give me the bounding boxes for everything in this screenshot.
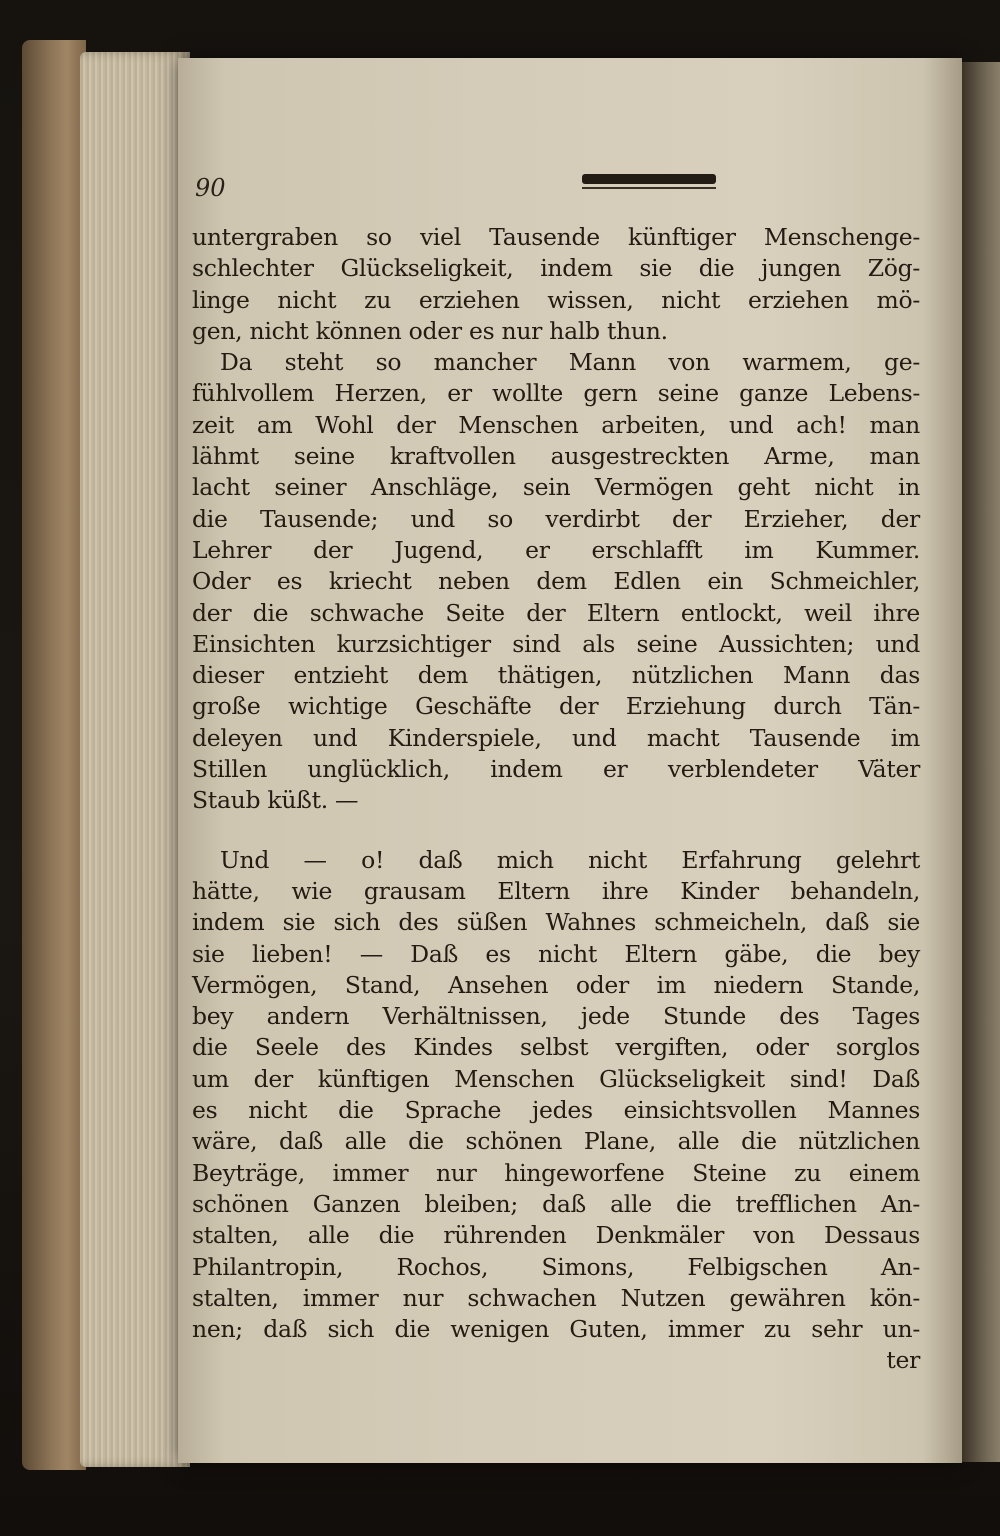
text-line: hätte, wie grausam Eltern ihre Kinder behandeln, bbox=[192, 876, 920, 905]
text-line: große wichtige Geschäfte der Erziehung durch Tän- bbox=[192, 692, 920, 721]
text-line: linge nicht zu erziehen wissen, nicht erziehen mö- bbox=[192, 285, 920, 314]
text-line: Lehrer der Jugend, er erschlafft im Kummer. bbox=[192, 535, 920, 564]
text-line: gen, nicht können oder es nur halb thun. bbox=[192, 316, 668, 345]
paragraph-1 bbox=[192, 222, 920, 347]
text-line: wäre, daß alle die schönen Plane, alle die nützlichen bbox=[192, 1127, 920, 1156]
text-line: fühlvollem Herzen, er wollte gern seine ganze Lebens- bbox=[192, 379, 920, 408]
text-line: die Seele des Kindes selbst vergiften, oder sorglos bbox=[192, 1033, 920, 1062]
facing-page-edge bbox=[962, 62, 1000, 1462]
text-line: die Tausende; und so verdirbt der Erzieher, der bbox=[192, 504, 920, 533]
text-line: lacht seiner Anschläge, sein Vermögen geht nicht in bbox=[192, 473, 920, 502]
paragraph-3 bbox=[192, 845, 920, 1346]
text-line: Vermögen, Stand, Ansehen oder im niedern Stande, bbox=[192, 970, 920, 999]
text-line: Philantropin, Rochos, Simons, Felbigschen An- bbox=[192, 1252, 920, 1281]
header-ornament bbox=[582, 174, 716, 184]
paragraph-2 bbox=[192, 347, 920, 816]
catchword: ter bbox=[886, 1346, 920, 1375]
text-line: es nicht die Sprache jedes einsichtsvollen Mannes bbox=[192, 1096, 920, 1125]
text-line: indem sie sich des süßen Wahnes schmeicheln, daß sie bbox=[192, 908, 920, 937]
text-line: sie lieben! — Daß es nicht Eltern gäbe, die bey bbox=[192, 939, 920, 968]
text-line: untergraben so viel Tausende künftiger Menschenge- bbox=[192, 223, 920, 251]
text-line: Da steht so mancher Mann von warmem, ge- bbox=[220, 348, 920, 377]
text-line: Einsichten kurzsichtiger sind als seine Aussichten; und bbox=[192, 629, 920, 658]
text-line: nen; daß sich die wenigen Guten, immer zu sehr un- bbox=[192, 1315, 920, 1344]
body-text bbox=[192, 222, 920, 1377]
paragraph-gap bbox=[192, 817, 920, 845]
page-number: 90 bbox=[195, 174, 226, 202]
text-line: zeit am Wohl der Menschen arbeiten, und ach! man bbox=[192, 410, 920, 439]
book-cover bbox=[22, 40, 86, 1470]
text-line: deleyen und Kinderspiele, und macht Tausende im bbox=[192, 723, 920, 752]
text-line: dieser entzieht dem thätigen, nützlichen Mann das bbox=[192, 661, 920, 690]
text-line: schlechter Glückseligkeit, indem sie die jungen Zög- bbox=[192, 254, 920, 283]
text-line: stalten, alle die rührenden Denkmäler von Dessaus bbox=[192, 1221, 920, 1250]
text-line: Beyträge, immer nur hingeworfene Steine zu einem bbox=[192, 1158, 920, 1187]
text-line: der die schwache Seite der Eltern entlockt, weil ihre bbox=[192, 598, 920, 627]
text-line: lähmt seine kraftvollen ausgestreckten Arme, man bbox=[192, 442, 920, 471]
header-ornament-line bbox=[582, 187, 716, 189]
text-line: Stillen unglücklich, indem er verblendeter Väter bbox=[192, 755, 920, 784]
text-line: schönen Ganzen bleiben; daß alle die trefflichen An- bbox=[192, 1189, 920, 1218]
text-line: Und — o! daß mich nicht Erfahrung gelehrt bbox=[220, 845, 920, 874]
text-line: Oder es kriecht neben dem Edlen ein Schmeichler, bbox=[192, 567, 920, 596]
text-line: um der künftigen Menschen Glückseligkeit sind! Daß bbox=[192, 1064, 920, 1093]
text-line: bey andern Verhältnissen, jede Stunde des Tages bbox=[192, 1002, 920, 1031]
page-edges bbox=[80, 52, 190, 1467]
text-line: stalten, immer nur schwachen Nutzen gewähren kön- bbox=[192, 1283, 920, 1312]
text-line: Staub küßt. — bbox=[192, 786, 359, 815]
